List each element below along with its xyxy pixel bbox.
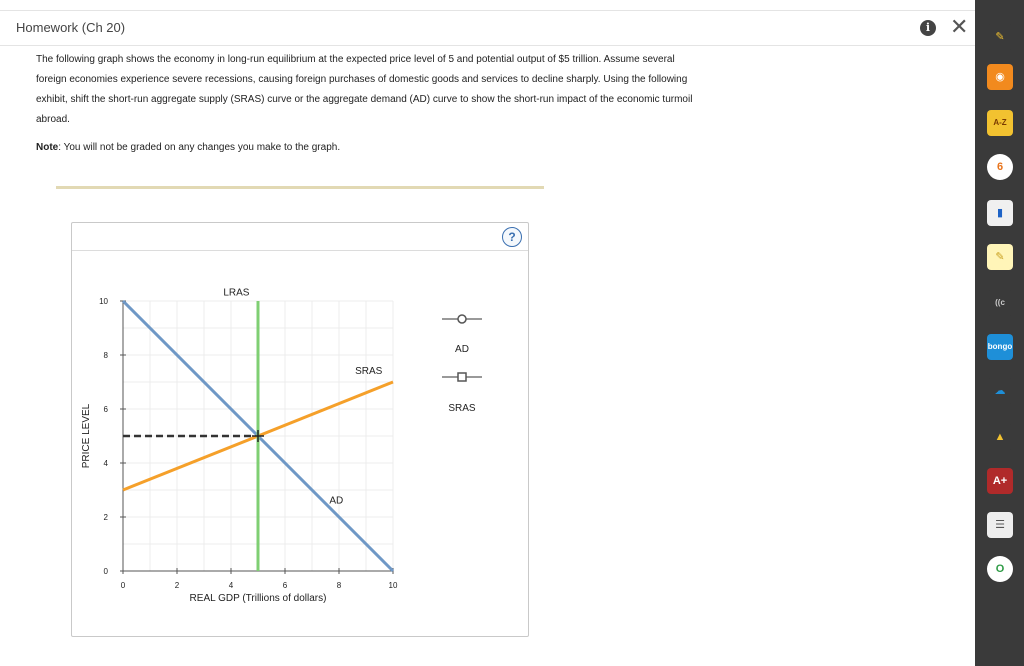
legend-ad-handle-icon[interactable] bbox=[458, 315, 466, 323]
x-tick-label: 0 bbox=[120, 581, 126, 590]
y-axis-label: PRICE LEVEL bbox=[81, 403, 92, 469]
graph-panel bbox=[71, 222, 529, 637]
divider bbox=[56, 186, 544, 189]
bongo-icon[interactable]: bongo bbox=[987, 334, 1013, 360]
info-icon[interactable]: i bbox=[920, 20, 936, 36]
chart[interactable] bbox=[72, 223, 528, 636]
rss-icon[interactable]: ◉ bbox=[987, 64, 1013, 90]
legend-ad-label: AD bbox=[455, 344, 469, 355]
a-z-icon[interactable]: A-Z bbox=[987, 110, 1013, 136]
question-line: abroad. bbox=[36, 114, 70, 125]
six-icon[interactable]: 6 bbox=[987, 154, 1013, 180]
o-icon[interactable]: O bbox=[987, 556, 1013, 582]
audio-icon[interactable]: ((c bbox=[987, 290, 1013, 316]
x-tick-label: 10 bbox=[388, 581, 398, 590]
notes-icon[interactable]: ✎ bbox=[987, 244, 1013, 270]
curve-label-ad: AD bbox=[329, 495, 344, 507]
y-tick-label: 8 bbox=[103, 351, 108, 360]
doc-icon[interactable]: ☰ bbox=[987, 512, 1013, 538]
title-bar bbox=[0, 10, 975, 46]
x-tick-label: 8 bbox=[336, 581, 342, 590]
curve-label-sras: SRAS bbox=[355, 365, 383, 377]
x-tick-label: 2 bbox=[174, 581, 180, 590]
y-tick-label: 4 bbox=[103, 459, 108, 468]
question-line: foreign economies experience severe recessions, causing foreign purchases of domestic goods and services to decline sharply. Using the following bbox=[36, 74, 688, 85]
pencil-icon[interactable]: ✎ bbox=[987, 24, 1013, 50]
curve-label-lras: LRAS bbox=[223, 287, 250, 299]
x-tick-label: 6 bbox=[282, 581, 288, 590]
a-plus-icon[interactable]: A+ bbox=[987, 468, 1013, 494]
y-tick-label: 0 bbox=[103, 567, 108, 576]
sidebar bbox=[975, 0, 1024, 666]
x-tick-label: 4 bbox=[228, 581, 234, 590]
legend-sras-label: SRAS bbox=[448, 403, 476, 414]
close-icon[interactable]: ✕ bbox=[950, 14, 969, 39]
drive-icon[interactable]: ▲ bbox=[987, 424, 1013, 450]
note-label: Note bbox=[36, 142, 59, 153]
legend-sras-handle-icon[interactable] bbox=[458, 373, 466, 381]
cloud-icon[interactable]: ☁ bbox=[987, 378, 1013, 404]
y-tick-label: 10 bbox=[99, 297, 108, 306]
window-title: Homework (Ch 20) bbox=[16, 20, 126, 35]
x-axis-label: REAL GDP (Trillions of dollars) bbox=[189, 593, 327, 604]
book-icon[interactable]: ▮ bbox=[987, 200, 1013, 226]
note bbox=[36, 138, 340, 158]
question-text bbox=[36, 50, 826, 130]
y-tick-label: 6 bbox=[103, 405, 108, 414]
note-text: : You will not be graded on any changes you make to the graph. bbox=[58, 142, 341, 153]
question-line: The following graph shows the economy in long-run equilibrium at the expected price level of 5 and potential output of $5 trillion. Assume several bbox=[36, 54, 675, 65]
y-tick-label: 2 bbox=[103, 513, 108, 522]
help-icon[interactable]: ? bbox=[502, 227, 522, 247]
question-line: exhibit, shift the short-run aggregate supply (SRAS) curve or the aggregate demand (AD) curve to show the short-run impact of the economic turmoil bbox=[36, 94, 693, 105]
